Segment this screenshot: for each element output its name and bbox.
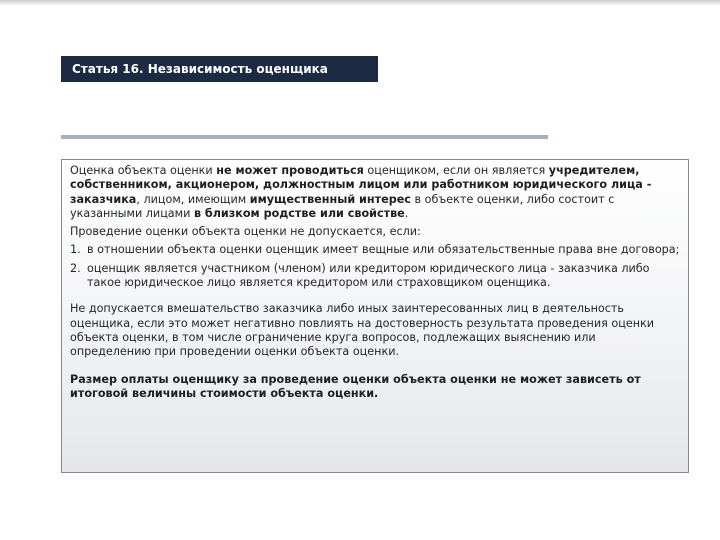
slide-title: Статья 16. Независимость оценщика	[61, 56, 378, 82]
text-fragment: , лицом, имеющим	[136, 192, 250, 206]
bold-fragment: в близком родстве или свойстве	[193, 206, 405, 220]
list-number: 1.	[70, 243, 81, 257]
text-fragment: в объекте оценки, либо состоит с указанными лицами	[70, 192, 615, 220]
payment-text: Размер оплаты оценщику за проведение оценки объекта оценки не может зависеть от итоговой величины стоимости объекта оценки.	[70, 372, 641, 400]
list-text: оценщик является участником (членом) или кредитором юридического лица - заказчика либо такое юридическое лицо является кредитором или страховщиком оценщика.	[87, 261, 650, 290]
list-item	[70, 243, 680, 257]
title-divider	[61, 135, 548, 139]
bold-fragment: учредителем, собственником, акционером, должностным лицом или работником юридического лица - заказчика	[70, 164, 652, 206]
payment-paragraph	[70, 373, 680, 402]
text-fragment: Оценка объекта оценки	[70, 164, 217, 177]
bold-fragment: не может проводиться	[216, 164, 364, 177]
interference-paragraph: Не допускается вмешательство заказчика либо иных заинтересованных лиц в деятельность оценщика, если это может негативно повлиять на достоверность результата проведения оценки объекта оценки, в том числе ограничение круга вопросов, подлежащих выяснению или определению при проведении оценки объекта оценки.	[70, 302, 655, 359]
bold-fragment: имущественный интерес	[249, 192, 411, 206]
text-fragment: оценщиком, если он является	[363, 164, 549, 177]
list-text: в отношении объекта оценки оценщик имеет вещные или обязательственные права вне договора;	[87, 243, 680, 257]
content-box	[61, 159, 689, 473]
list-number: 2.	[70, 261, 81, 275]
independence-paragraph	[70, 164, 680, 221]
conditions-intro: Проведение оценки объекта оценки не допускается, если:	[70, 225, 421, 239]
top-gradient-bar	[0, 0, 720, 6]
list-item	[70, 262, 680, 291]
text-fragment: .	[404, 206, 409, 220]
